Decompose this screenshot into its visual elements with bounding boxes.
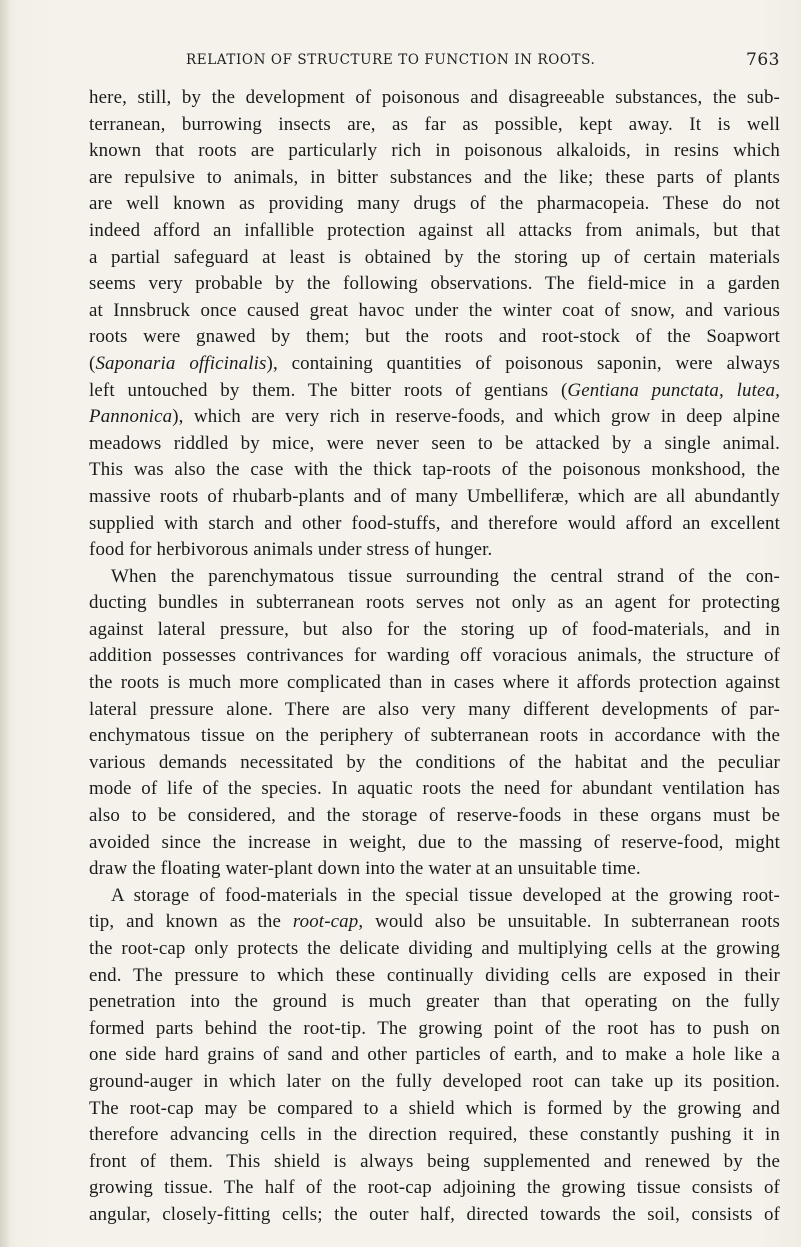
text-line: mode of life of the species. In aquatic roots the need for abundant ventilation has <box>89 778 780 800</box>
text-line: the roots is much more complicated than in cases where it affords protection against <box>89 672 780 694</box>
text-line: meadows riddled by mice, were never seen to be attacked by a single animal. <box>89 432 780 454</box>
text-line: penetration into the ground is much greater than that operating on the fully <box>89 991 780 1013</box>
text-line: a partial safeguard at least is obtained by the storing up of certain materials <box>89 246 780 268</box>
text-line: front of them. This shield is always being supplemented and renewed by the <box>89 1150 780 1172</box>
page-number: 763 <box>746 50 780 70</box>
text-line: seems very probable by the following observations. The field-mice in a garden <box>89 273 780 295</box>
page-gutter-shadow <box>0 0 10 1247</box>
body-text <box>89 85 780 1229</box>
running-head: RELATION OF STRUCTURE TO FUNCTION IN ROOTS. <box>186 52 596 68</box>
text-line: The root-cap may be compared to a shield which is formed by the growing and <box>89 1097 780 1119</box>
text-line: are repulsive to animals, in bitter substances and the like; these parts of plants <box>89 166 780 188</box>
text-line: known that roots are particularly rich in poisonous alkaloids, in resins which <box>89 140 780 162</box>
text-line: ducting bundles in subterranean roots serves not only as an agent for protecting <box>89 592 780 614</box>
text-line: (Saponaria officinalis), containing quantities of poisonous saponin, were always <box>89 352 780 374</box>
text-line: one side hard grains of sand and other particles of earth, and to make a hole like a <box>89 1044 780 1066</box>
text-line: addition possesses contrivances for warding off voracious animals, the structure of <box>89 645 780 667</box>
text-line: supplied with starch and other food-stuffs, and therefore would afford an excellent <box>89 512 780 534</box>
text-line: massive roots of rhubarb-plants and of many Umbelliferæ, which are all abundantly <box>89 485 780 507</box>
text-line: left untouched by them. The bitter roots of gentians (Gentiana punctata, lutea, <box>89 379 780 401</box>
text-line: This was also the case with the thick tap-roots of the poisonous monkshood, the <box>89 459 780 481</box>
text-line: growing tissue. The half of the root-cap adjoining the growing tissue consists of <box>89 1177 780 1199</box>
text-line: various demands necessitated by the conditions of the habitat and the peculiar <box>89 751 780 773</box>
text-line: enchymatous tissue on the periphery of subterranean roots in accordance with the <box>89 725 780 747</box>
text-line: formed parts behind the root-tip. The growing point of the root has to push on <box>89 1017 780 1039</box>
text-line: lateral pressure alone. There are also very many different developments of par- <box>89 698 780 720</box>
text-line: food for herbivorous animals under stress of hunger. <box>89 539 493 561</box>
text-line: terranean, burrowing insects are, as far as possible, kept away. It is well <box>89 113 780 135</box>
text-line: end. The pressure to which these continually dividing cells are exposed in their <box>89 964 780 986</box>
text-line: therefore advancing cells in the direction required, these constantly pushing it in <box>89 1124 780 1146</box>
text-line: roots were gnawed by them; but the roots and root-stock of the Soapwort <box>89 326 780 348</box>
paragraph-3 <box>89 883 780 1229</box>
text-line: against lateral pressure, but also for the storing up of food-materials, and in <box>89 618 780 640</box>
text-line: are well known as providing many drugs of the pharmacopeia. These do not <box>89 193 780 215</box>
text-line: draw the floating water-plant down into the water at an unsuitable time. <box>89 858 641 880</box>
text-line: tip, and known as the root-cap, would also be unsuitable. In subterranean roots <box>89 911 780 933</box>
text-line: ground-auger in which later on the fully developed root can take up its position. <box>89 1070 780 1092</box>
paragraph-2 <box>89 564 780 883</box>
text-line: indeed afford an infallible protection against all attacks from animals, but that <box>89 219 780 241</box>
text-line: at Innsbruck once caused great havoc under the winter coat of snow, and various <box>89 299 780 321</box>
text-line: Pannonica), which are very rich in reserve-foods, and which grow in deep alpine <box>89 406 780 428</box>
page-header <box>89 50 780 74</box>
paragraph-1 <box>89 85 780 564</box>
text-line: When the parenchymatous tissue surrounding the central strand of the con- <box>111 565 780 587</box>
text-line: A storage of food-materials in the special tissue developed at the growing root- <box>111 884 780 906</box>
text-line: angular, closely-fitting cells; the outer half, directed towards the soil, consists of <box>89 1203 780 1225</box>
text-line: here, still, by the development of poisonous and disagreeable substances, the sub- <box>89 87 780 108</box>
text-line: also to be considered, and the storage of reserve-foods in these organs must be <box>89 805 780 827</box>
text-line: avoided since the increase in weight, due to the massing of reserve-food, might <box>89 831 780 853</box>
text-line: the root-cap only protects the delicate dividing and multiplying cells at the growing <box>89 938 780 959</box>
